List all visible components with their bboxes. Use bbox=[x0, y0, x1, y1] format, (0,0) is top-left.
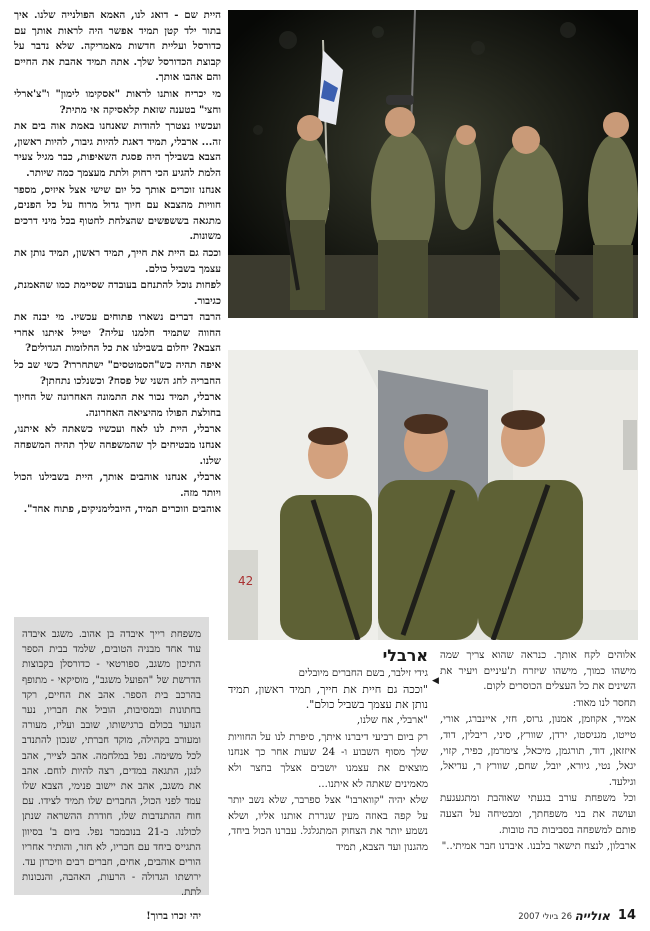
pull-quote: "וככה גם חיית את חייך, תמיד ראשון, תמיד נותן את עצמך בשביל כולם". bbox=[228, 683, 428, 712]
left-paragraph: וכל משפחת עורב בגעתי שאוהבת ומתגעגעת ועושה את בני משפחתך, ומבטיחה על הצעה פותם למשפחה בסביבות כה טובות. bbox=[440, 793, 636, 836]
left-paragraph: אמיר, אקוזמן, אמנון, גרוס, חזי, איינברג, אורי, טייטו, מגניסטו, ירדן, שוורץ, סיני, ריבלין, דוד, איזזאן, דוד, תורגמן, מיכאל, צימרמן, כפיר, קזוי, יגאל, נטי, גיורא, יובל, שחם, שוורץ ר, עדיאל, וגילעד. bbox=[440, 714, 636, 788]
right-paragraph: ארבלי, אנחנו אוהבים אותך, היית בשבילנו הכול ויותר מזה. bbox=[14, 471, 221, 499]
left-paragraph: ארבלון, לנצח תישאר בלבנו. איבדנו חבר אמיתי.." bbox=[441, 841, 636, 853]
middle-paragraph: שלא יהיה "קווארבו" אצל ספרבר, שלא נשב יותר על קפה באוזה מעין שגררת אותנו אליו, ושלא נשמע יותר את הצחוק המתגלגל. עברנו הכול ביחד, מהגנון ועד הצבא, תמיד bbox=[228, 795, 428, 853]
right-paragraph: אנחנו זוכרים אותך כל יום שישי אצל איזיס, מספר חוויות מהצבא עם חיוך גדול מרוח על כל הפנים, מתגאה בששפשים שהצלחת לחטוף בכל מיני דרכים משונות. bbox=[14, 183, 221, 243]
memorial-sign: יהי זכרו ברוך! bbox=[146, 910, 201, 922]
article-title: ארבלי bbox=[382, 648, 428, 665]
right-paragraph: לפחות נוכל להתנחם בעובדה שסיימת כמו שהאמנת, כגיבור. bbox=[14, 279, 221, 307]
middle-paragraph: רק ביום רביעי דיברנו איתך, סיפרת לנו על החוויות שלך מסוף השבוע ו- 24 שעות אחר כך אנחנו מוצאים את עצמנו יושבים אצלך בחצר ולא מאמינים שאתה לא איתנו... bbox=[228, 731, 428, 790]
issue-date: 26 ביולי 2007 bbox=[518, 912, 572, 922]
sign-number: 42 bbox=[238, 574, 254, 588]
left-column bbox=[440, 648, 636, 903]
right-paragraph: אוהבים וזוכרים תמיד, היובלימניקים, פתוח אחד". bbox=[23, 503, 221, 516]
memorial-box bbox=[14, 617, 209, 922]
right-column-text bbox=[14, 8, 221, 608]
right-paragraph: ארבלי, תמיד נכור את התמונה האחרונה של החיוך בחולצת הפולו מהיציאה האחרונה. bbox=[14, 391, 221, 419]
page-number: 14 bbox=[617, 908, 636, 923]
three-soldiers-photo bbox=[228, 350, 638, 640]
left-paragraph: אלוהים לקח אותך. כנראה שהוא צריך שמה מישהו כמוך, מישהו שיזרח ת'עיניים ויעיר את השינים את כל העצלים הכוסרים לקום. bbox=[440, 650, 636, 693]
memorial-text: משפחת רייך איבדה בן אהוב. משגב איבדה עוד אחד מבניה הטובים, שלמד בבית הספר התיכון משגב, ספורטאי - כדורסלן בקבוצות הדרשת של "הפועל משגב", מוסיקאי - מתופף בהרכב בית הספר. אהב את החיים, רקד בחתונות ובמסיבות, הוביל את חבריו, נער הנוער בכולם ברגישותו, שובב ועליז, מעורה ומעורב בקהילה, מוקד חברתי, שנכון להתנדב לכל משימה. נפל במלחמה. אהב לצייר, אהב לנגן, התגאה במדים, רצה להיות לוחם. אהב את משגב, אהב את יישוב פנימי, הצבא שלו עמד לפני הכול, החברים שלו תמיד לצידו. עם חוח ההתנדבות שלו, חודרת ההשראה שנתן לכולנו. ב-21 בנובמבר נפל. ביום ב' בסיוון התגייס ביחד עם חבריו, לא חזר, והותיר אחריו הורים אוהבים, אחים, חברים רבים וזיכרון עד. ירושתו הגדולה - הרעות, האהבה, והנכונות לתת. bbox=[22, 629, 201, 899]
right-paragraph: ארבלי, היית לנו לאח ועכשיו כשאתה לא איתנו, אנחנו מבטיחים לך שהמשפחה שלך תהיה המשפחה שלנו. bbox=[14, 423, 221, 467]
middle-column bbox=[228, 648, 428, 903]
right-paragraph: ועכשיו נצטרך להודות שאנחנו באמת אוה בים את זה... ארבלי, תמיד דאגת להיות גיבור, להיות ראשון, הצבא בשבילך היה פסגת השאיפות, כבר מגיל צעיר הלמת להגיע הכי רחוק ולתת מעצמך כמה שיותר. bbox=[14, 120, 221, 179]
left-paragraph: תחסר לנו מאוד: bbox=[572, 697, 636, 709]
right-paragraph: הרבה דברים נשארו פתוחים עכשיו. מי יבנה את החווה שתמיד חלמנו עליה? יטייל איתנו אחרי הצבא? יחלום בשבילנו את כל החלומות הגדולים? bbox=[14, 311, 221, 355]
continue-arrow-icon: ◀ bbox=[432, 676, 439, 686]
right-paragraph: איפה תהיה כש"הסמוטסים" ישתחררו? כשי שב כל החבריה לחג השני של פסח? וכשנלכו נתחתן? bbox=[14, 359, 221, 387]
middle-paragraphs bbox=[228, 713, 428, 855]
right-paragraph: וככה גם היית את חייך, תמיד ראשון, תמיד נותן את עצמך בשביל כולם. bbox=[14, 246, 221, 275]
page-footer bbox=[14, 908, 636, 928]
soldiers-night-photo bbox=[228, 10, 638, 318]
byline: גידי זילבר, בשם החברים מיובלים bbox=[298, 667, 428, 679]
right-paragraph: היית שם - דואג לנו, האמא הפולנייה שלנו. איך בתור ילד קטן תמיד אפשר היה לראות אותך עם כדורסל ועליית חדשות מאמריקה. שלא נדבר על קבוצת הכדורסל שלך. אתה תמיד אהבת את החיים והם אהבו אותך. bbox=[14, 9, 221, 84]
magazine-logo: אולייה bbox=[574, 909, 610, 923]
middle-paragraph: "ארבלי, אח שלנו, bbox=[356, 715, 428, 727]
right-paragraph: מי יכריח אותנו לראות "אסקימו לימון" ו"צ'ארלי וחצי" בטענה שזאת קלאסיקה אי מתית? bbox=[14, 87, 221, 116]
